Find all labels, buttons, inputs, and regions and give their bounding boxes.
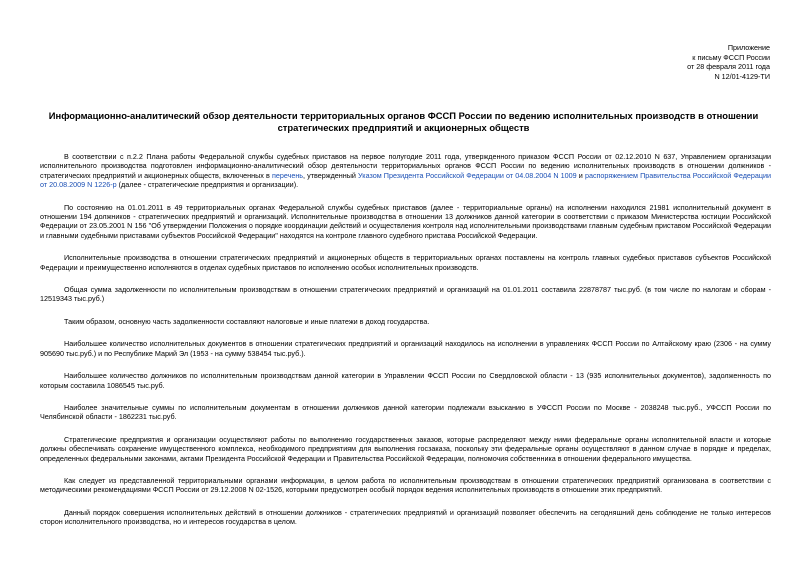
intro-text-2: , утвержденный xyxy=(303,170,359,180)
appendix-letter-ref: к письму ФССП России xyxy=(692,52,770,62)
paragraph-intro xyxy=(40,152,771,190)
document-body xyxy=(40,152,771,540)
paragraph: Стратегические предприятия и организации осуществляют работы по выполнению государственных заказов, которые распределяют между ними федеральные органы исполнительной власти и которые должны обеспечивать сохранение имущественного комплекса, необходимого предприятиям для выполнения госзаказа, поскольку эти федеральные органы осуществляют в данном случае в порядке и пределах, определенных федеральными законами, актами Президента Российской Федерации и Правительства Российской Федерации, полномочия собственника в отношении федерального имущества. xyxy=(40,434,771,463)
appendix-number: N 12/01-4129-ТИ xyxy=(714,71,770,81)
intro-text-1: В соответствии с п.2.2 Плана работы Федеральной службы судебных приставов на первое полугодие 2011 года, утвержденного приказом ФССП России от 02.12.2010 N 637, Управлением организации исполнительного производства подготовлен информационно-аналитический обзор деятельности территориальных органов ФССП России по ведению исполнительных производств в отношении должников - стратегических предприятий и акционерных обществ, включенных в xyxy=(40,152,771,180)
paragraph: Исполнительные производства в отношении стратегических предприятий и акционерных обществ в территориальных органах поставлены на контроль главных судебных приставов субъектов Российской Федерации и преимущественно исполняются в отделах судебных приставов по исполнению особых исполнительных производств. xyxy=(40,253,771,272)
paragraph: Общая сумма задолженности по исполнительным производствам в отношении стратегических предприятий и организаций на 01.01.2011 составила 22878787 тыс.руб. (в том числе по налогам и сборам - 12519343 тыс.руб.) xyxy=(40,285,771,304)
link-perechen[interactable]: перечень xyxy=(271,170,304,180)
appendix-header xyxy=(687,43,770,81)
appendix-label: Приложение xyxy=(727,43,770,52)
paragraph: Данный порядок совершения исполнительных действий в отношении должников - стратегических предприятий и организаций позволяет обеспечить на сегодняшний день соблюдение не только интересов сторон исполнительного производства, но и интересов государства в целом. xyxy=(40,507,771,527)
intro-text-3: и xyxy=(576,170,585,180)
paragraph: Наибольшее количество должников по исполнительным производствам данной категории в Управлении ФССП России по Свердловской области - 13 (935 исполнительных документов), задолженность по которым составила 1086545 тыс.руб. xyxy=(40,371,771,390)
title-line-2: стратегических предприятий и акционерных обществ xyxy=(277,122,530,133)
paragraph: Таким образом, основную часть задолженности составляют налоговые и иные платежи в доход государства. xyxy=(64,316,430,326)
link-rasporyazhenie[interactable]: распоряжением Правительства Российской Федерации от 20.08.2009 N 1226-р xyxy=(40,170,772,190)
paragraph: Как следует из представленной территориальными органами информации, в целом работа по исполнительным производствам в отношении стратегических предприятий организована в соответствии с методическими рекомендациями ФССП России от 29.12.2008 N 02-1526, которыми предусмотрен особый порядок ведения исполнительных производств в отношении этих предприятий. xyxy=(40,475,771,495)
paragraph: По состоянию на 01.01.2011 в 49 территориальных органах Федеральной службы судебных приставов (далее - территориальные органы) на исполнении находился 21981 исполнительный документ в отношении 194 должников - стратегических предприятий и организаций. Исполнительные производства в отношении 13 должников данной категории в соответствии с приказом Министерства юстиции Российской Федерации от 23.05.2001 N 156 "Об утверждении Положения о порядке координации действий и осуществления контроля над исполнительными производствами главным судебным приставом Российской Федерации и главными судебными приставами субъектов Российской Федерации" находятся на контроле главного судебного пристава Российской Федерации. xyxy=(40,202,771,240)
paragraph: Наиболее значительные суммы по исполнительным документам в отношении должников данной категории подлежали взысканию в УФССП России по Москве - 2038248 тыс.руб., УФССП России по Челябинской области - 1862231 тыс.руб. xyxy=(40,402,771,422)
title-line-1: Информационно-аналитический обзор деятельности территориальных органов ФССП России по ведению исполнительных производств в отношении xyxy=(48,110,759,121)
paragraph: Наибольшее количество исполнительных документов в отношении стратегических предприятий и организаций находилось на исполнении в управлениях ФССП России по Алтайскому краю (2306 - на сумму 905690 тыс.руб.) и по Республике Марий Эл (1953 - на сумму 538454 тыс.руб.). xyxy=(40,339,771,358)
link-ukaz-prezidenta[interactable]: Указом Президента Российской Федерации от 04.08.2004 N 1009 xyxy=(358,170,577,180)
intro-text-4: (далее - стратегические предприятия и организации). xyxy=(116,180,299,190)
document-title xyxy=(40,110,767,134)
appendix-date: от 28 февраля 2011 года xyxy=(687,62,770,72)
